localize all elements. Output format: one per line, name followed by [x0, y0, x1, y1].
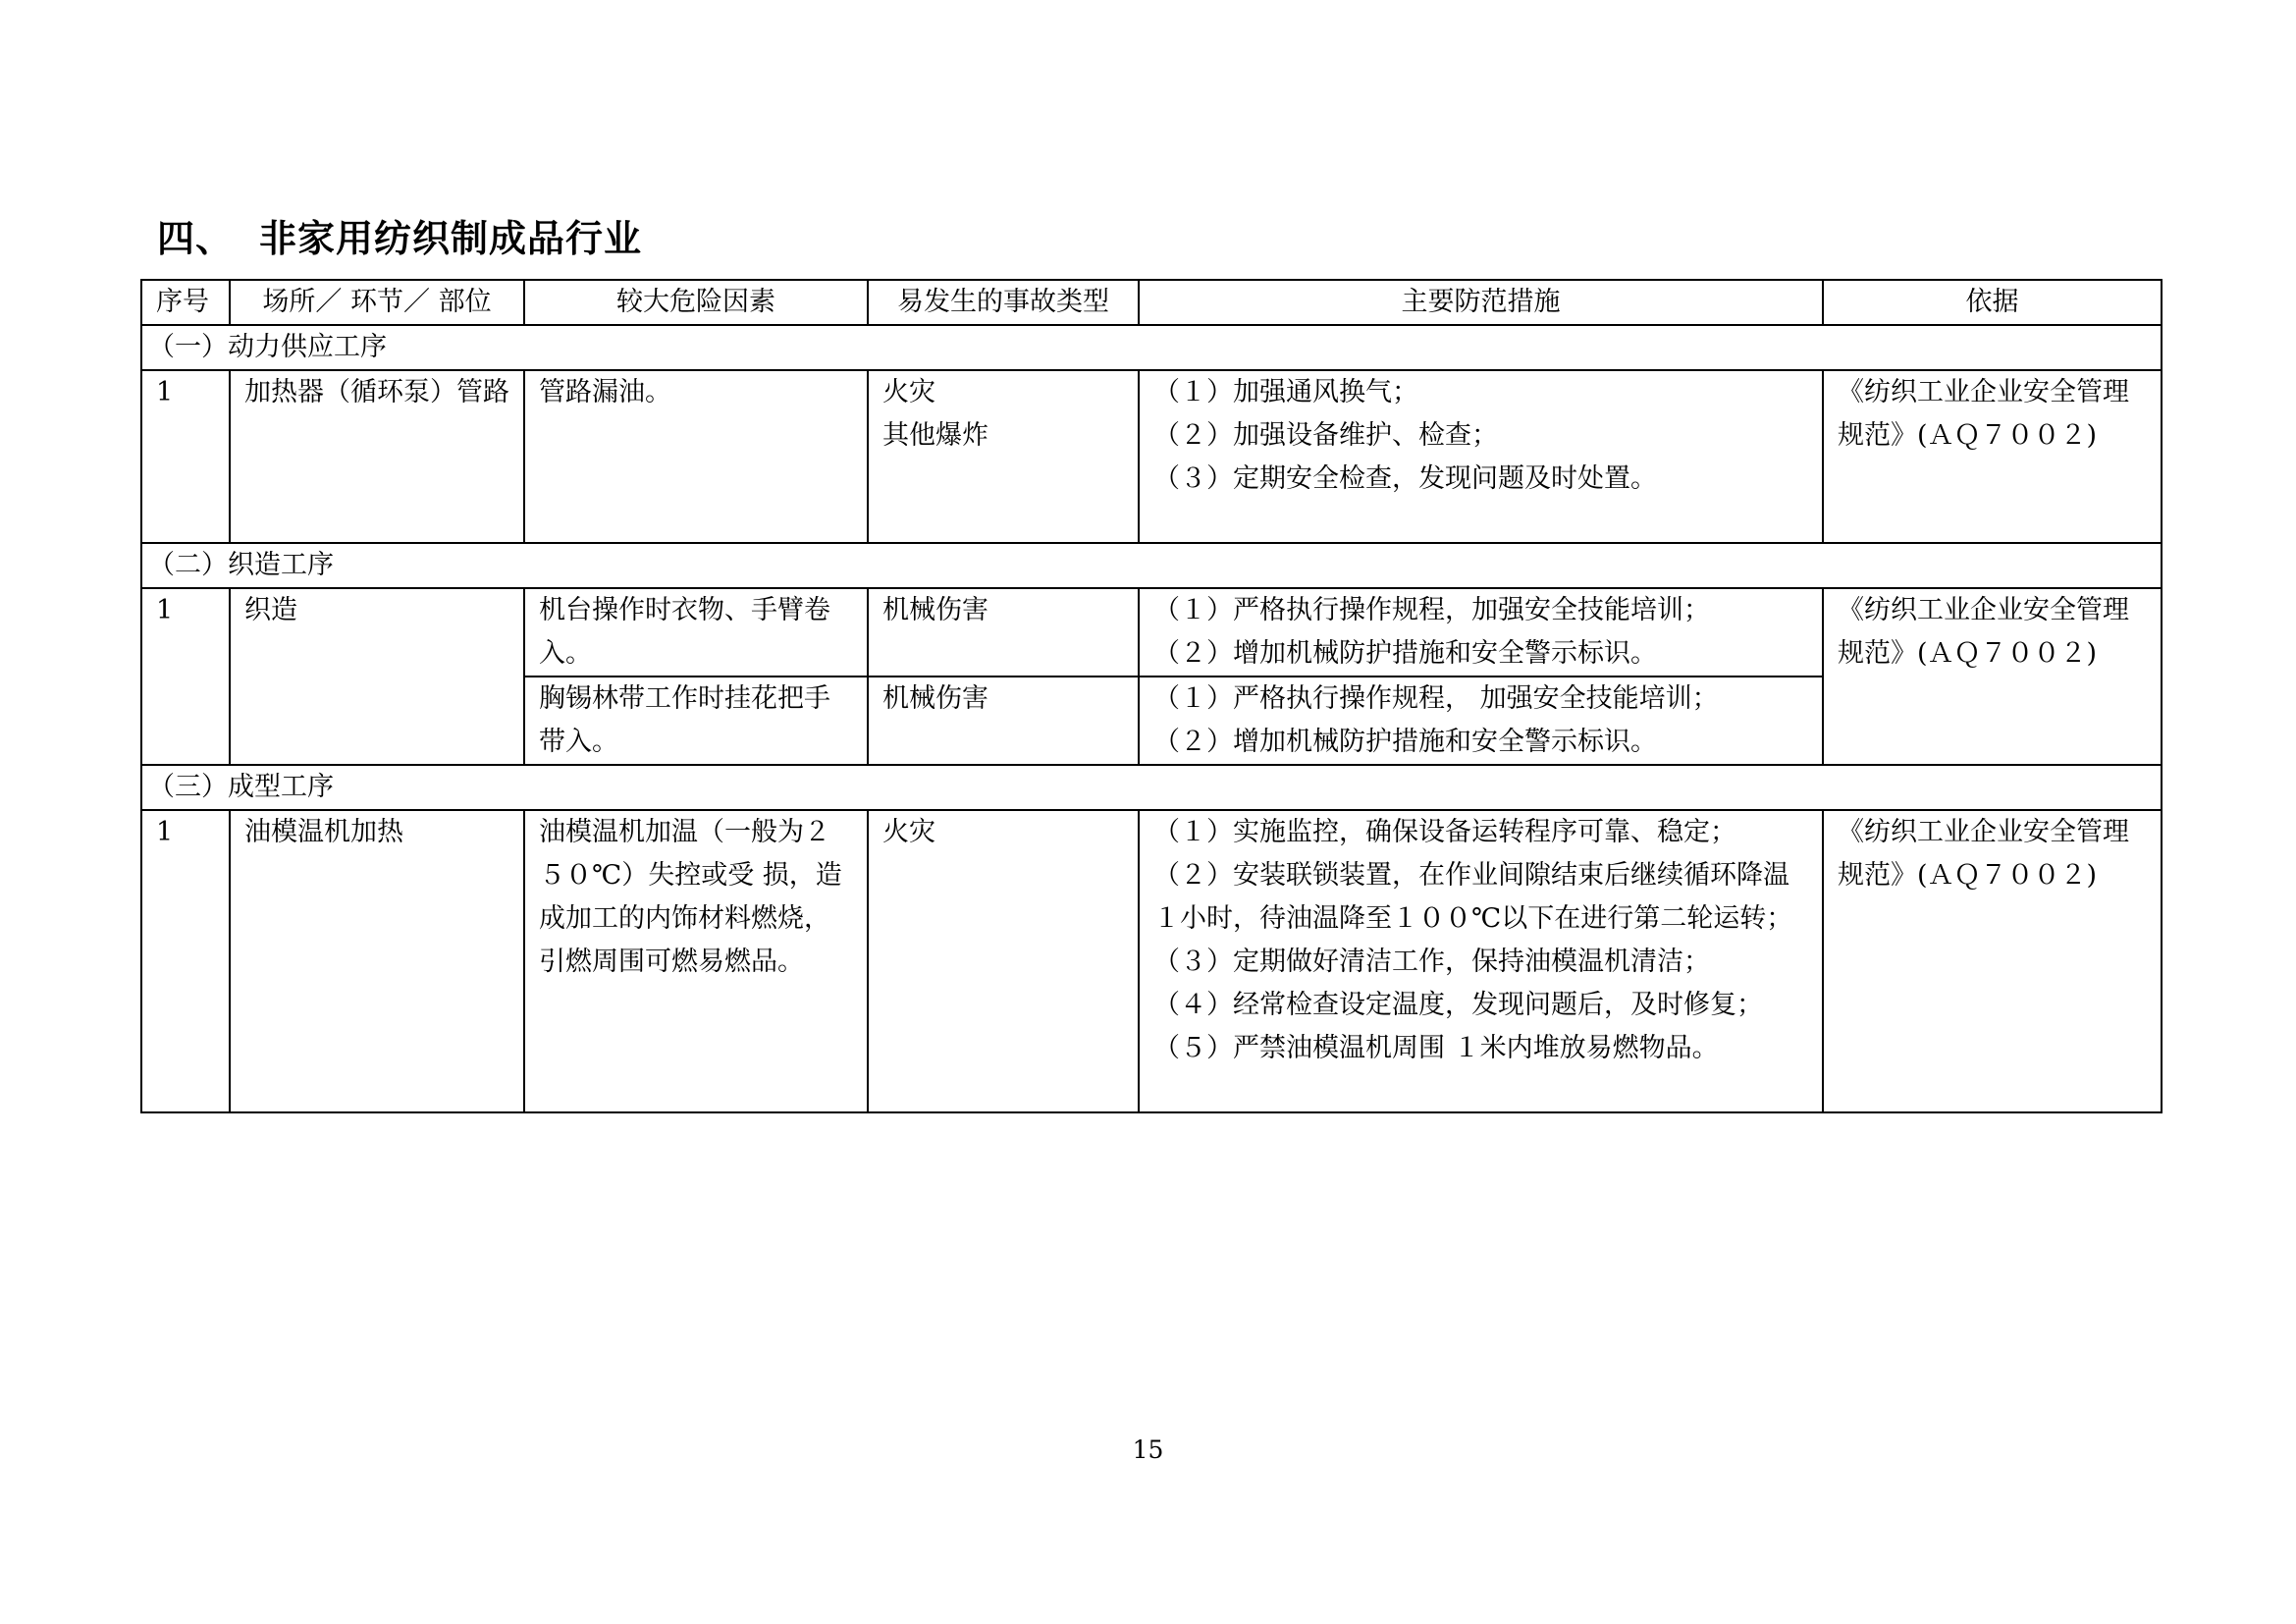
cell-hazard: 管路漏油。	[524, 370, 868, 543]
risk-table	[140, 279, 2163, 1113]
section-row	[141, 543, 2162, 588]
accident-type: 其他爆炸	[882, 420, 988, 451]
measure-item: （２）增加机械防护措施和安全警示标识。	[1153, 638, 1657, 669]
cell-basis: 《纺织工业企业安全管理规范》(ＡＱ７００２)	[1823, 810, 2162, 1112]
heading-number: 四、	[157, 217, 235, 260]
page-heading	[157, 208, 642, 262]
measure-item: （１）实施监控，确保设备运转程序可靠、稳定；	[1153, 817, 1736, 847]
header-seq: 序号	[141, 280, 230, 325]
cell-basis: 《纺织工业企业安全管理规范》(ＡＱ７００２)	[1823, 588, 2162, 765]
measure-item: （２）安装联锁装置，在作业间隙结束后继续循环降温１小时，待油温降至１００℃以下在进行第二轮运转；	[1153, 860, 1793, 934]
cell-accident	[868, 370, 1139, 543]
cell-hazard: 油模温机加温（一般为２５０℃）失控或受 损，造成加工的内饰材料燃烧，引燃周围可燃易燃品。	[524, 810, 868, 1112]
cell-place: 油模温机加热	[230, 810, 524, 1112]
table-row	[141, 588, 2162, 677]
measure-item: （１）严格执行操作规程，加强安全技能培训；	[1153, 595, 1710, 625]
cell-measures	[1139, 677, 1823, 765]
cell-measures	[1139, 588, 1823, 677]
header-place: 场所／ 环节／ 部位	[230, 280, 524, 325]
accident-type: 火灾	[882, 377, 935, 407]
cell-place: 织造	[230, 588, 524, 765]
table-row	[141, 370, 2162, 543]
cell-measures	[1139, 810, 1823, 1112]
table-row	[141, 810, 2162, 1112]
section-title: （三）成型工序	[141, 765, 2162, 810]
measure-item: （１）严格执行操作规程， 加强安全技能培训；	[1153, 683, 1719, 714]
header-hazard: 较大危险因素	[524, 280, 868, 325]
measure-item: （３）定期安全检查，发现问题及时处置。	[1153, 463, 1657, 494]
cell-seq: 1	[141, 588, 230, 765]
header-basis: 依据	[1823, 280, 2162, 325]
header-accident: 易发生的事故类型	[868, 280, 1139, 325]
section-row	[141, 765, 2162, 810]
cell-accident: 火灾	[868, 810, 1139, 1112]
cell-measures	[1139, 370, 1823, 543]
measure-item: （３）定期做好清洁工作，保持油模温机清洁；	[1153, 947, 1710, 977]
section-title: （一）动力供应工序	[141, 325, 2162, 370]
measure-item: （１）加强通风换气；	[1153, 377, 1418, 407]
cell-hazard: 机台操作时衣物、手臂卷入。	[524, 588, 868, 677]
section-row	[141, 325, 2162, 370]
cell-accident: 机械伤害	[868, 677, 1139, 765]
table-header-row	[141, 280, 2162, 325]
cell-accident: 机械伤害	[868, 588, 1139, 677]
measure-item: （２）加强设备维护、检查；	[1153, 420, 1498, 451]
cell-seq: 1	[141, 810, 230, 1112]
measure-item: （２）增加机械防护措施和安全警示标识。	[1153, 727, 1657, 757]
measure-item: （４）经常检查设定温度，发现问题后，及时修复；	[1153, 990, 1763, 1020]
cell-place: 加热器（循环泵）管路	[230, 370, 524, 543]
cell-basis: 《纺织工业企业安全管理规范》(ＡＱ７００２)	[1823, 370, 2162, 543]
header-measures: 主要防范措施	[1139, 280, 1823, 325]
cell-hazard: 胸锡林带工作时挂花把手带入。	[524, 677, 868, 765]
measure-item: （５）严禁油模温机周围 １米内堆放易燃物品。	[1153, 1033, 1719, 1063]
section-title: （二）织造工序	[141, 543, 2162, 588]
heading-title: 非家用纺织制成品行业	[259, 217, 643, 260]
page-number: 15	[1132, 1435, 1164, 1464]
cell-seq: 1	[141, 370, 230, 543]
